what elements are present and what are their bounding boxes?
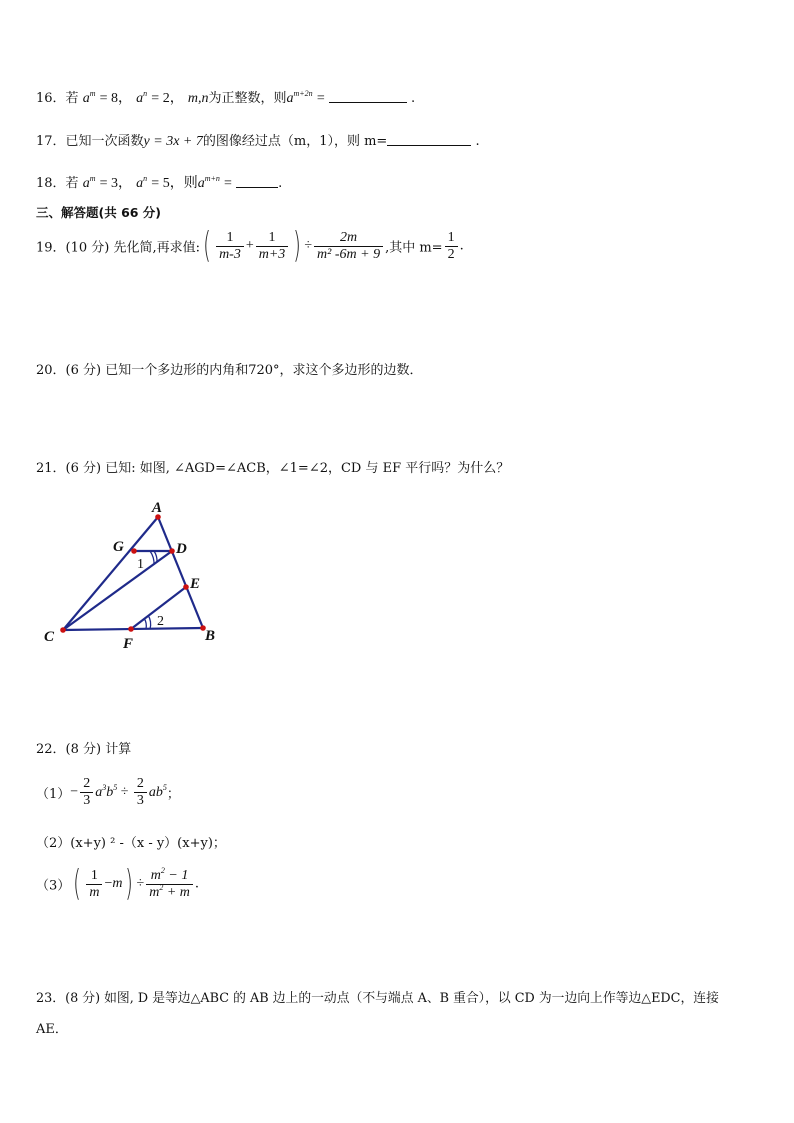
label-angle-2: 2 <box>157 614 164 629</box>
label-B: B <box>205 628 216 644</box>
question-23-line-1: 23．(8 分) 如图, D 是等边△ABC 的 AB 边上的一动点（不与端点 A、B 重合），以 CD 为一边向上作等边△EDC，连接 <box>36 991 719 1006</box>
label-angle-1: 1 <box>137 557 144 572</box>
label-G: G <box>113 539 124 555</box>
question-20: 20．(6 分) 已知一个多边形的内角和720°，求这个多边形的边数． <box>36 363 423 378</box>
question-17: 17．已知一次函数y = 3x + 7的图像经过点（m，1），则 m= . <box>36 134 480 149</box>
segment-CD <box>63 551 172 630</box>
label-C: C <box>44 629 55 645</box>
question-22-part-3: （3）( $\frac{1}{m}$ −m) ÷ $\frac{m^2 - 1}{m^2 + m}$ . <box>36 863 200 904</box>
segment-AC <box>63 517 158 630</box>
angle-1-arc-2 <box>150 551 154 565</box>
figure-lines <box>63 517 203 630</box>
question-23-line-2: AE． <box>36 1022 68 1037</box>
point-D <box>169 548 175 554</box>
label-D: D <box>176 541 187 557</box>
question-22-title: 22．(8 分) 计算 <box>36 742 132 757</box>
question-22-part-1: （1）− $\frac{2}{3}$ $a^3b^5$ ÷ $\frac{2}{3}$ $ab^5$； <box>36 776 180 808</box>
segment-AB <box>158 517 203 628</box>
point-F <box>128 626 134 632</box>
point-G <box>131 548 137 554</box>
label-E: E <box>190 576 201 592</box>
label-A: A <box>152 500 163 516</box>
question-19: 19．(10 分) 先化简,再求值:( $\frac{1}{m-3}$ + $\frac{1}{m+3}$ ) ÷ $\frac{2m}{\text{m² -6m + 9}}$ ,其中 m= $\frac{1}{2}$ . <box>36 225 464 266</box>
question-22-part-2: （2）(x+y) ² -（x - y）(x+y)； <box>36 836 226 851</box>
point-C <box>60 627 66 633</box>
point-E <box>183 584 189 590</box>
section-heading: 三、解答题(共 66 分) <box>36 205 162 220</box>
label-F: F <box>123 636 134 652</box>
angle-2-arc-2 <box>144 618 146 629</box>
question-16: 16．若 $a^m = 8$， $a^n = 2$， m,n为正整数，则$a^{m+2n}$ = . <box>36 89 416 106</box>
question-18: 18．若 $a^m = 3$， $a^n = 5$，则$a^{m+n}$ = . <box>36 174 283 191</box>
question-21: 21．(6 分) 已知: 如图, ∠AGD=∠ACB，∠1=∠2，CD 与 EF 平行吗？为什么？ <box>36 461 510 476</box>
